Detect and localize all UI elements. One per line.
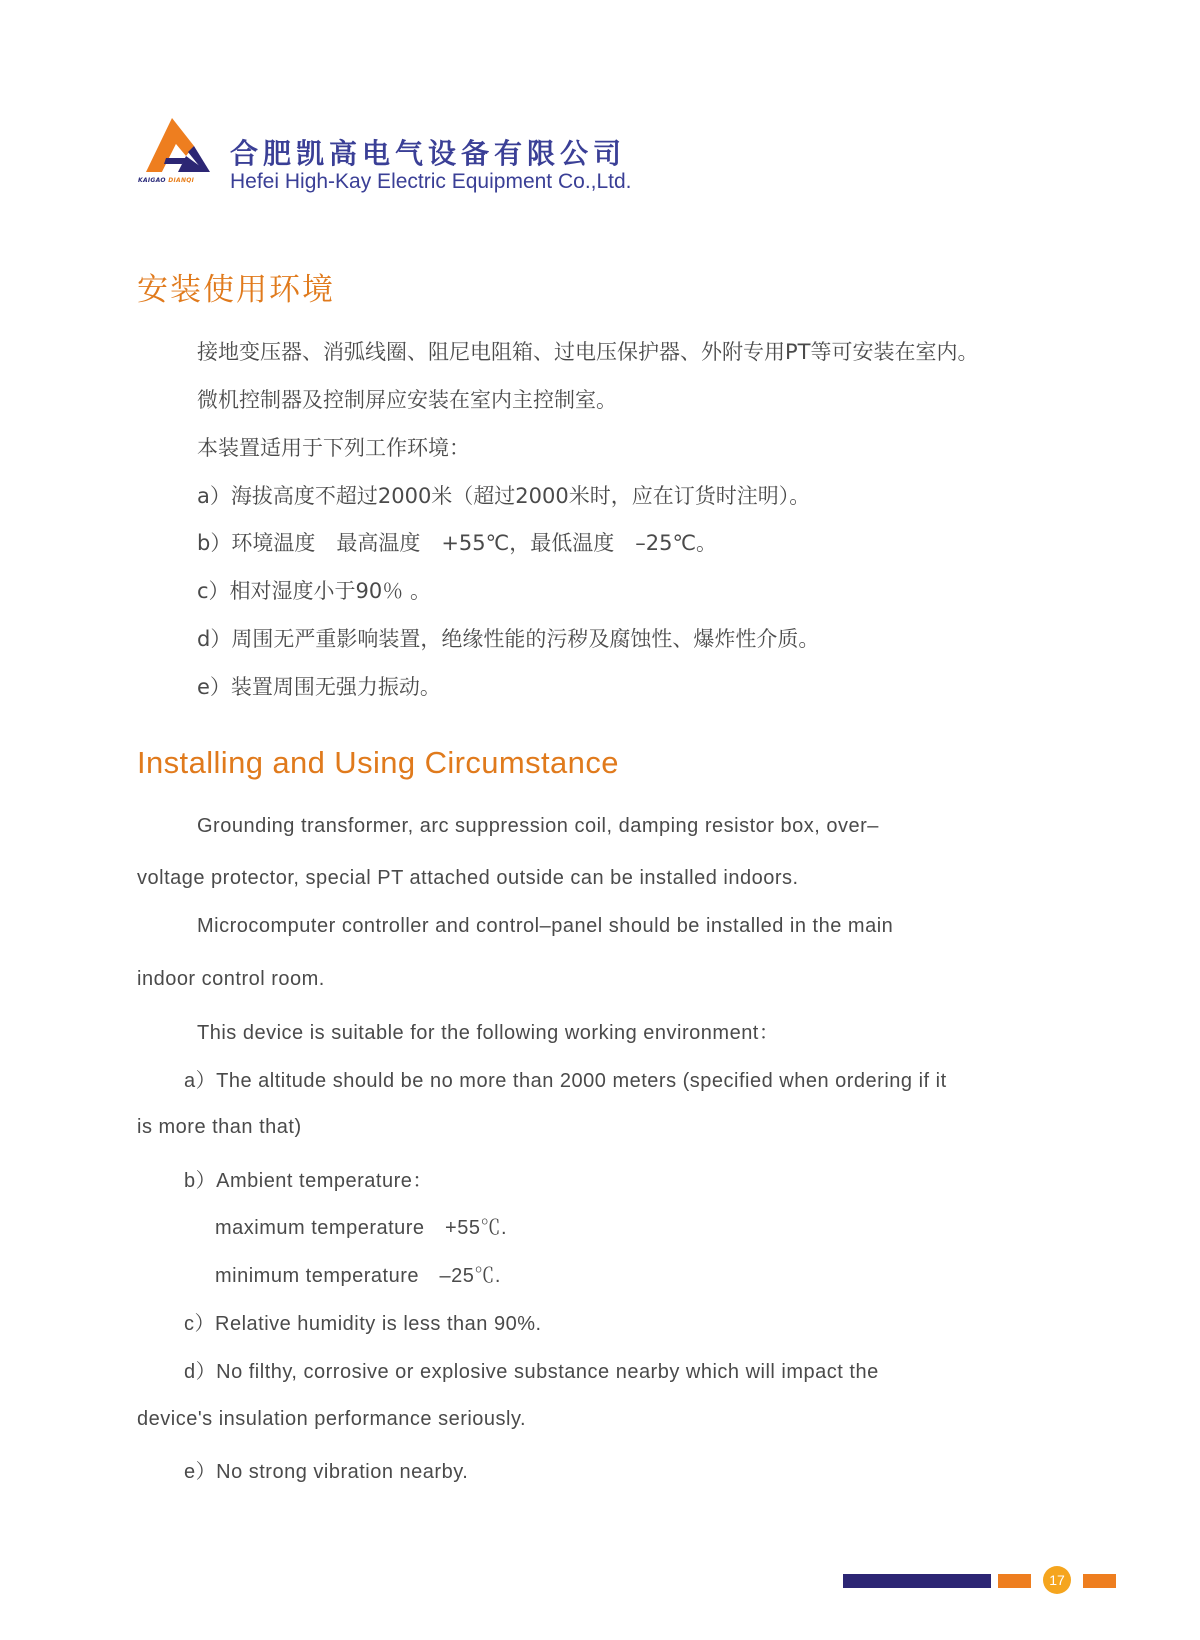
cn-list-item: a）海拔高度不超过2000米（超过2000米时，应在订货时注明）。 [197,484,811,508]
en-list-subitem: minimum temperature –25℃. [215,1265,501,1287]
en-paragraph: indoor control room. [137,968,325,990]
en-paragraph: Microcomputer controller and control–panel should be installed in the main [197,915,894,937]
en-paragraph: This device is suitable for the following working environment： [197,1022,780,1044]
footer-bar-orange-right [1083,1574,1116,1588]
en-list-item: c）Relative humidity is less than 90%. [184,1313,542,1335]
en-list-item: d）No filthy, corrosive or explosive substance nearby which will impact the [184,1361,879,1383]
en-paragraph: Grounding transformer, arc suppression coil, damping resistor box, over– [197,815,879,837]
cn-list-item: c）相对湿度小于90％ 。 [197,579,431,603]
cn-list-item: b）环境温度 最高温度 +55℃，最低温度 –25℃。 [197,531,718,555]
en-list-item: b）Ambient temperature： [184,1170,433,1192]
cn-paragraph: 接地变压器、消弧线圈、阻尼电阻箱、过电压保护器、外附专用PT等可安装在室内。 [197,340,979,364]
en-list-item: device's insulation performance seriously. [137,1408,527,1430]
cn-paragraph: 微机控制器及控制屏应安装在室内主控制室。 [197,388,617,412]
company-name-cn: 合肥凯高电气设备有限公司 [230,137,627,170]
en-list-subitem: maximum temperature +55℃. [215,1217,508,1239]
cn-list-item: e）装置周围无强力振动。 [197,675,441,699]
section-title-cn: 安装使用环境 [137,272,335,308]
en-paragraph: voltage protector, special PT attached outside can be installed indoors. [137,867,799,889]
en-list-item: e）No strong vibration nearby. [184,1461,469,1483]
en-list-item: a）The altitude should be no more than 2000 meters (specified when ordering if it [184,1070,947,1092]
cn-paragraph: 本装置适用于下列工作环境： [197,436,470,460]
section-title-en: Installing and Using Circumstance [137,745,619,780]
company-name-en: Hefei High-Kay Electric Equipment Co.,Ltd. [230,170,632,193]
page-number: 17 [1043,1566,1071,1594]
footer-bar-navy [843,1574,991,1588]
logo-caption: KAIGAO DIANQI [138,177,195,184]
en-list-item: is more than that) [137,1116,302,1138]
cn-list-item: d）周围无严重影响装置，绝缘性能的污秽及腐蚀性、爆炸性介质。 [197,627,820,651]
footer-bar-orange-left [998,1574,1031,1588]
